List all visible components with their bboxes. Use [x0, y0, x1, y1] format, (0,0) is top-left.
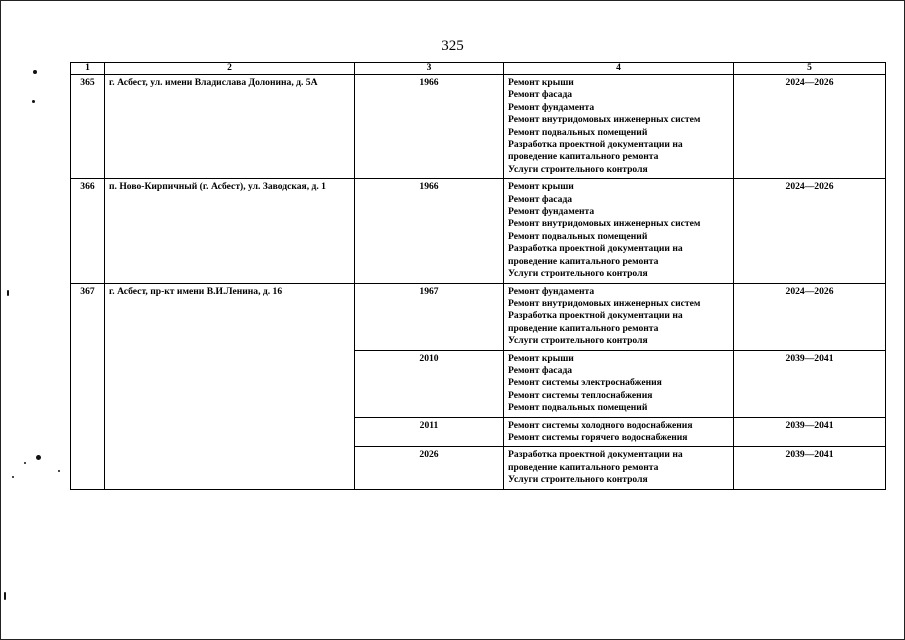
column-header: 2 — [105, 63, 355, 75]
works-cell — [504, 179, 734, 283]
work-item: Ремонт системы холодного водоснабжения — [508, 419, 693, 431]
work-item: Ремонт крыши — [508, 77, 574, 88]
period-cell: 2024—2026 — [734, 75, 886, 179]
table-row — [71, 283, 886, 350]
works-cell — [504, 417, 734, 447]
period-cell: 2039—2041 — [734, 350, 886, 417]
row-number: 366 — [71, 179, 105, 283]
work-item: Ремонт фасада — [508, 89, 573, 101]
scan-speck — [58, 470, 60, 472]
row-number: 365 — [71, 75, 105, 179]
work-item: Ремонт крыши — [508, 181, 574, 193]
scan-speck — [12, 476, 14, 478]
work-item: Ремонт фундамента — [508, 285, 595, 297]
address-cell: г. Асбест, ул. имени Владислава Долонина, д. 5А — [105, 75, 355, 179]
work-item: Ремонт внутридомовых инженерных систем — [508, 218, 701, 230]
work-item: проведение капитального ремонта — [508, 322, 659, 334]
work-item: Ремонт системы теплоснабжения — [508, 389, 653, 401]
column-header: 1 — [71, 63, 105, 75]
period-cell: 2024—2026 — [734, 179, 886, 283]
scan-speck — [33, 70, 37, 74]
year-cell: 1966 — [355, 75, 504, 179]
work-item: Ремонт внутридомовых инженерных систем — [508, 297, 701, 309]
scan-speck — [4, 592, 6, 600]
work-item: Услуги строительного контроля — [508, 268, 648, 280]
works-cell — [504, 350, 734, 417]
column-header: 5 — [734, 63, 886, 75]
work-item: проведение капитального ремонта — [508, 255, 659, 267]
year-cell: 2026 — [355, 447, 504, 489]
work-item: Ремонт системы горячего водоснабжения — [508, 431, 688, 443]
year-cell: 1966 — [355, 179, 504, 283]
work-item: Ремонт подвальных помещений — [508, 402, 648, 414]
scan-speck — [32, 100, 35, 103]
work-item: проведение капитального ремонта — [508, 461, 659, 473]
works-cell — [504, 75, 734, 179]
work-item: Ремонт фундамента — [508, 101, 595, 113]
work-item: Услуги строительного контроля — [508, 163, 648, 175]
address-cell: г. Асбест, пр-кт имени В.И.Ленина, д. 16 — [105, 283, 355, 489]
period-cell: 2024—2026 — [734, 283, 886, 350]
work-item: Ремонт фундамента — [508, 206, 595, 218]
work-item: Разработка проектной документации на — [508, 243, 683, 255]
work-item: Ремонт фасада — [508, 364, 573, 376]
period-cell: 2039—2041 — [734, 447, 886, 489]
work-item: Разработка проектной документации на — [508, 139, 683, 151]
works-cell — [504, 283, 734, 350]
address-cell: п. Ново-Кирпичный (г. Асбест), ул. Заводская, д. 1 — [105, 179, 355, 283]
work-item: Услуги строительного контроля — [508, 474, 648, 486]
work-item: Ремонт фасада — [508, 193, 573, 205]
work-item: Ремонт системы электроснабжения — [508, 377, 662, 389]
year-cell: 1967 — [355, 283, 504, 350]
work-item: Разработка проектной документации на — [508, 310, 683, 322]
work-item: Разработка проектной документации на — [508, 449, 683, 461]
period-cell: 2039—2041 — [734, 417, 886, 447]
work-item: Ремонт внутридомовых инженерных систем — [508, 114, 701, 126]
works-cell — [504, 447, 734, 489]
column-header: 4 — [504, 63, 734, 75]
column-header: 3 — [355, 63, 504, 75]
work-item: Ремонт крыши — [508, 352, 574, 364]
work-item: Ремонт подвальных помещений — [508, 126, 648, 138]
year-cell: 2010 — [355, 350, 504, 417]
work-item: Ремонт подвальных помещений — [508, 230, 648, 242]
work-item: Услуги строительного контроля — [508, 335, 648, 347]
capital-repair-table — [70, 62, 886, 490]
page-number: 325 — [441, 38, 464, 54]
scan-speck — [7, 290, 9, 296]
table-header-row — [71, 63, 886, 75]
table-row — [71, 179, 886, 283]
work-item: проведение капитального ремонта — [508, 151, 659, 163]
scan-speck — [36, 455, 41, 460]
table-row — [71, 75, 886, 179]
row-number: 367 — [71, 283, 105, 489]
scan-speck — [24, 462, 26, 464]
year-cell: 2011 — [355, 417, 504, 447]
